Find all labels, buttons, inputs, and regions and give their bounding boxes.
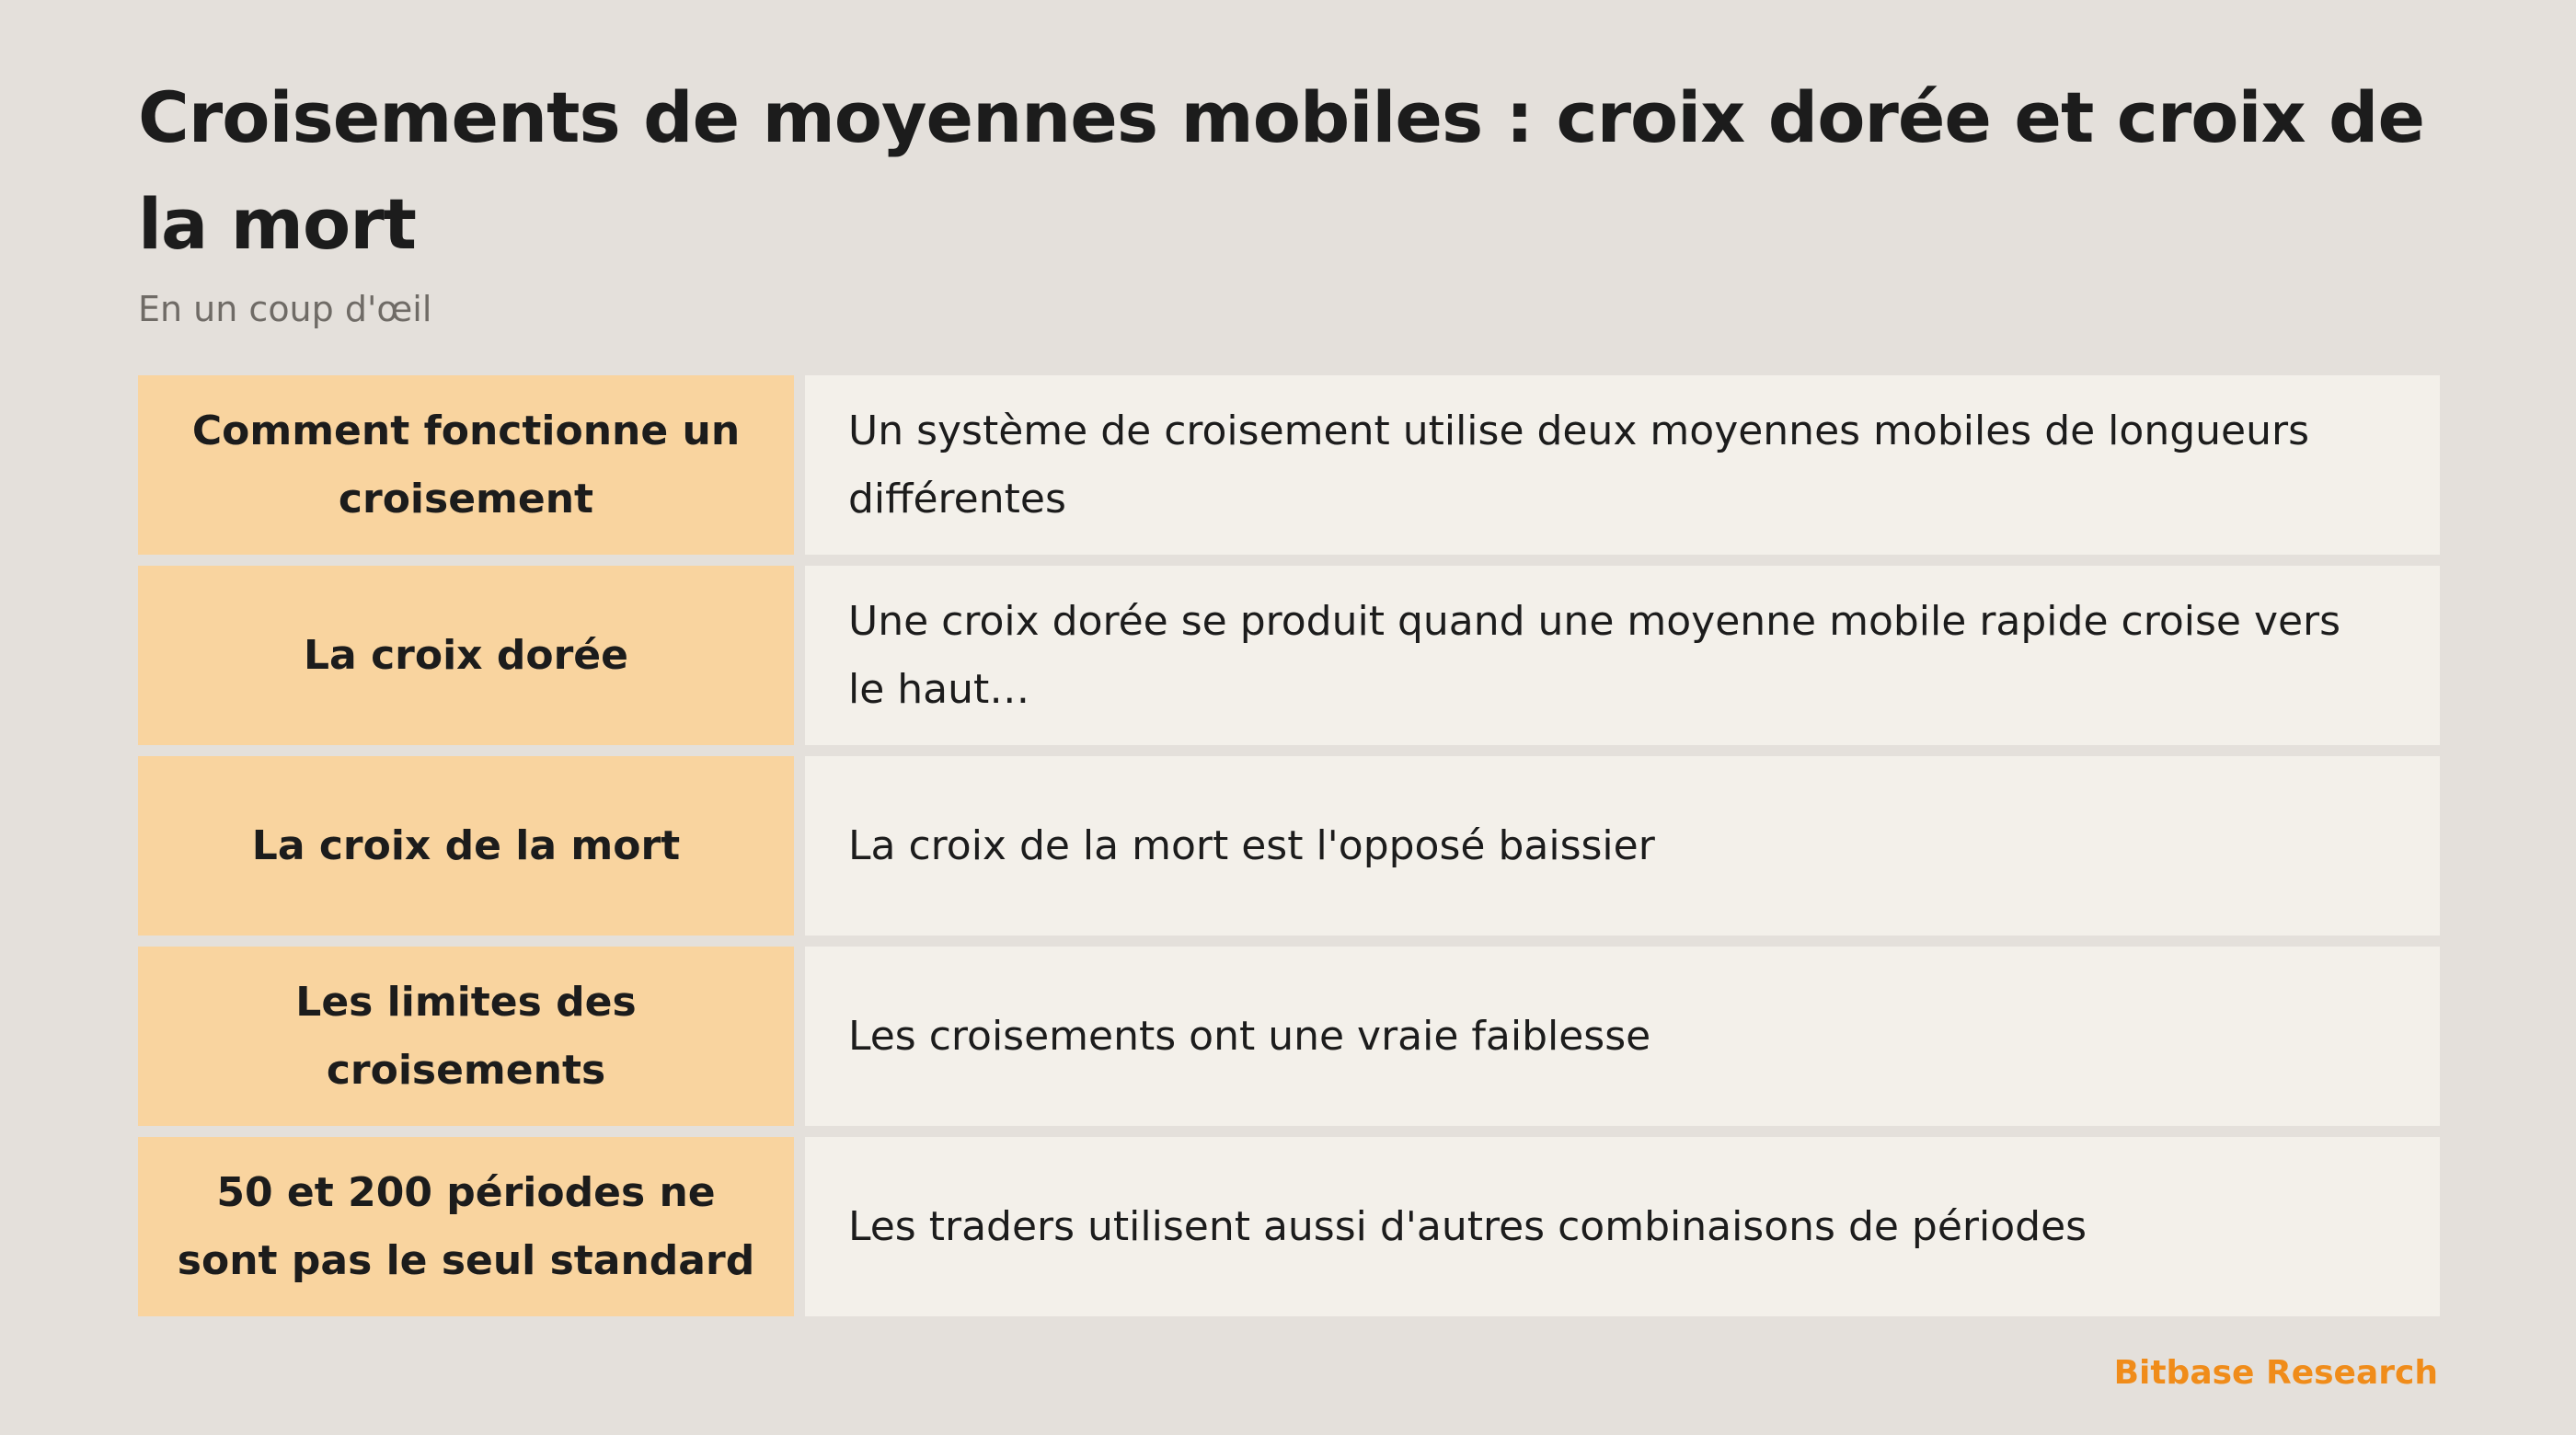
row-description: Les croisements ont une vraie faiblesse [805, 947, 2440, 1126]
brand-logo-text: Bitbase Research [2113, 1354, 2438, 1392]
table-row [138, 566, 2440, 745]
row-label: Comment fonctionne un croisement [138, 375, 794, 555]
table-row [138, 756, 2440, 936]
row-label: 50 et 200 périodes ne sont pas le seul standard [138, 1137, 794, 1316]
row-label: La croix de la mort [138, 756, 794, 936]
table-row [138, 947, 2440, 1126]
row-description: Une croix dorée se produit quand une moyenne mobile rapide croise vers le haut… [805, 566, 2440, 745]
row-description: Un système de croisement utilise deux moyennes mobiles de longueurs différentes [805, 375, 2440, 555]
row-label: La croix dorée [138, 566, 794, 745]
row-description: Les traders utilisent aussi d'autres combinaisons de périodes [805, 1137, 2440, 1316]
summary-table [138, 375, 2440, 1316]
row-label: Les limites des croisements [138, 947, 794, 1126]
table-row [138, 1137, 2440, 1316]
page-subtitle: En un coup d'œil [138, 289, 432, 329]
page-title: Croisements de moyennes mobiles : croix dorée et croix de la mort [138, 76, 2424, 265]
page-header [138, 64, 2438, 335]
row-description: La croix de la mort est l'opposé baissier [805, 756, 2440, 936]
table-row [138, 375, 2440, 555]
